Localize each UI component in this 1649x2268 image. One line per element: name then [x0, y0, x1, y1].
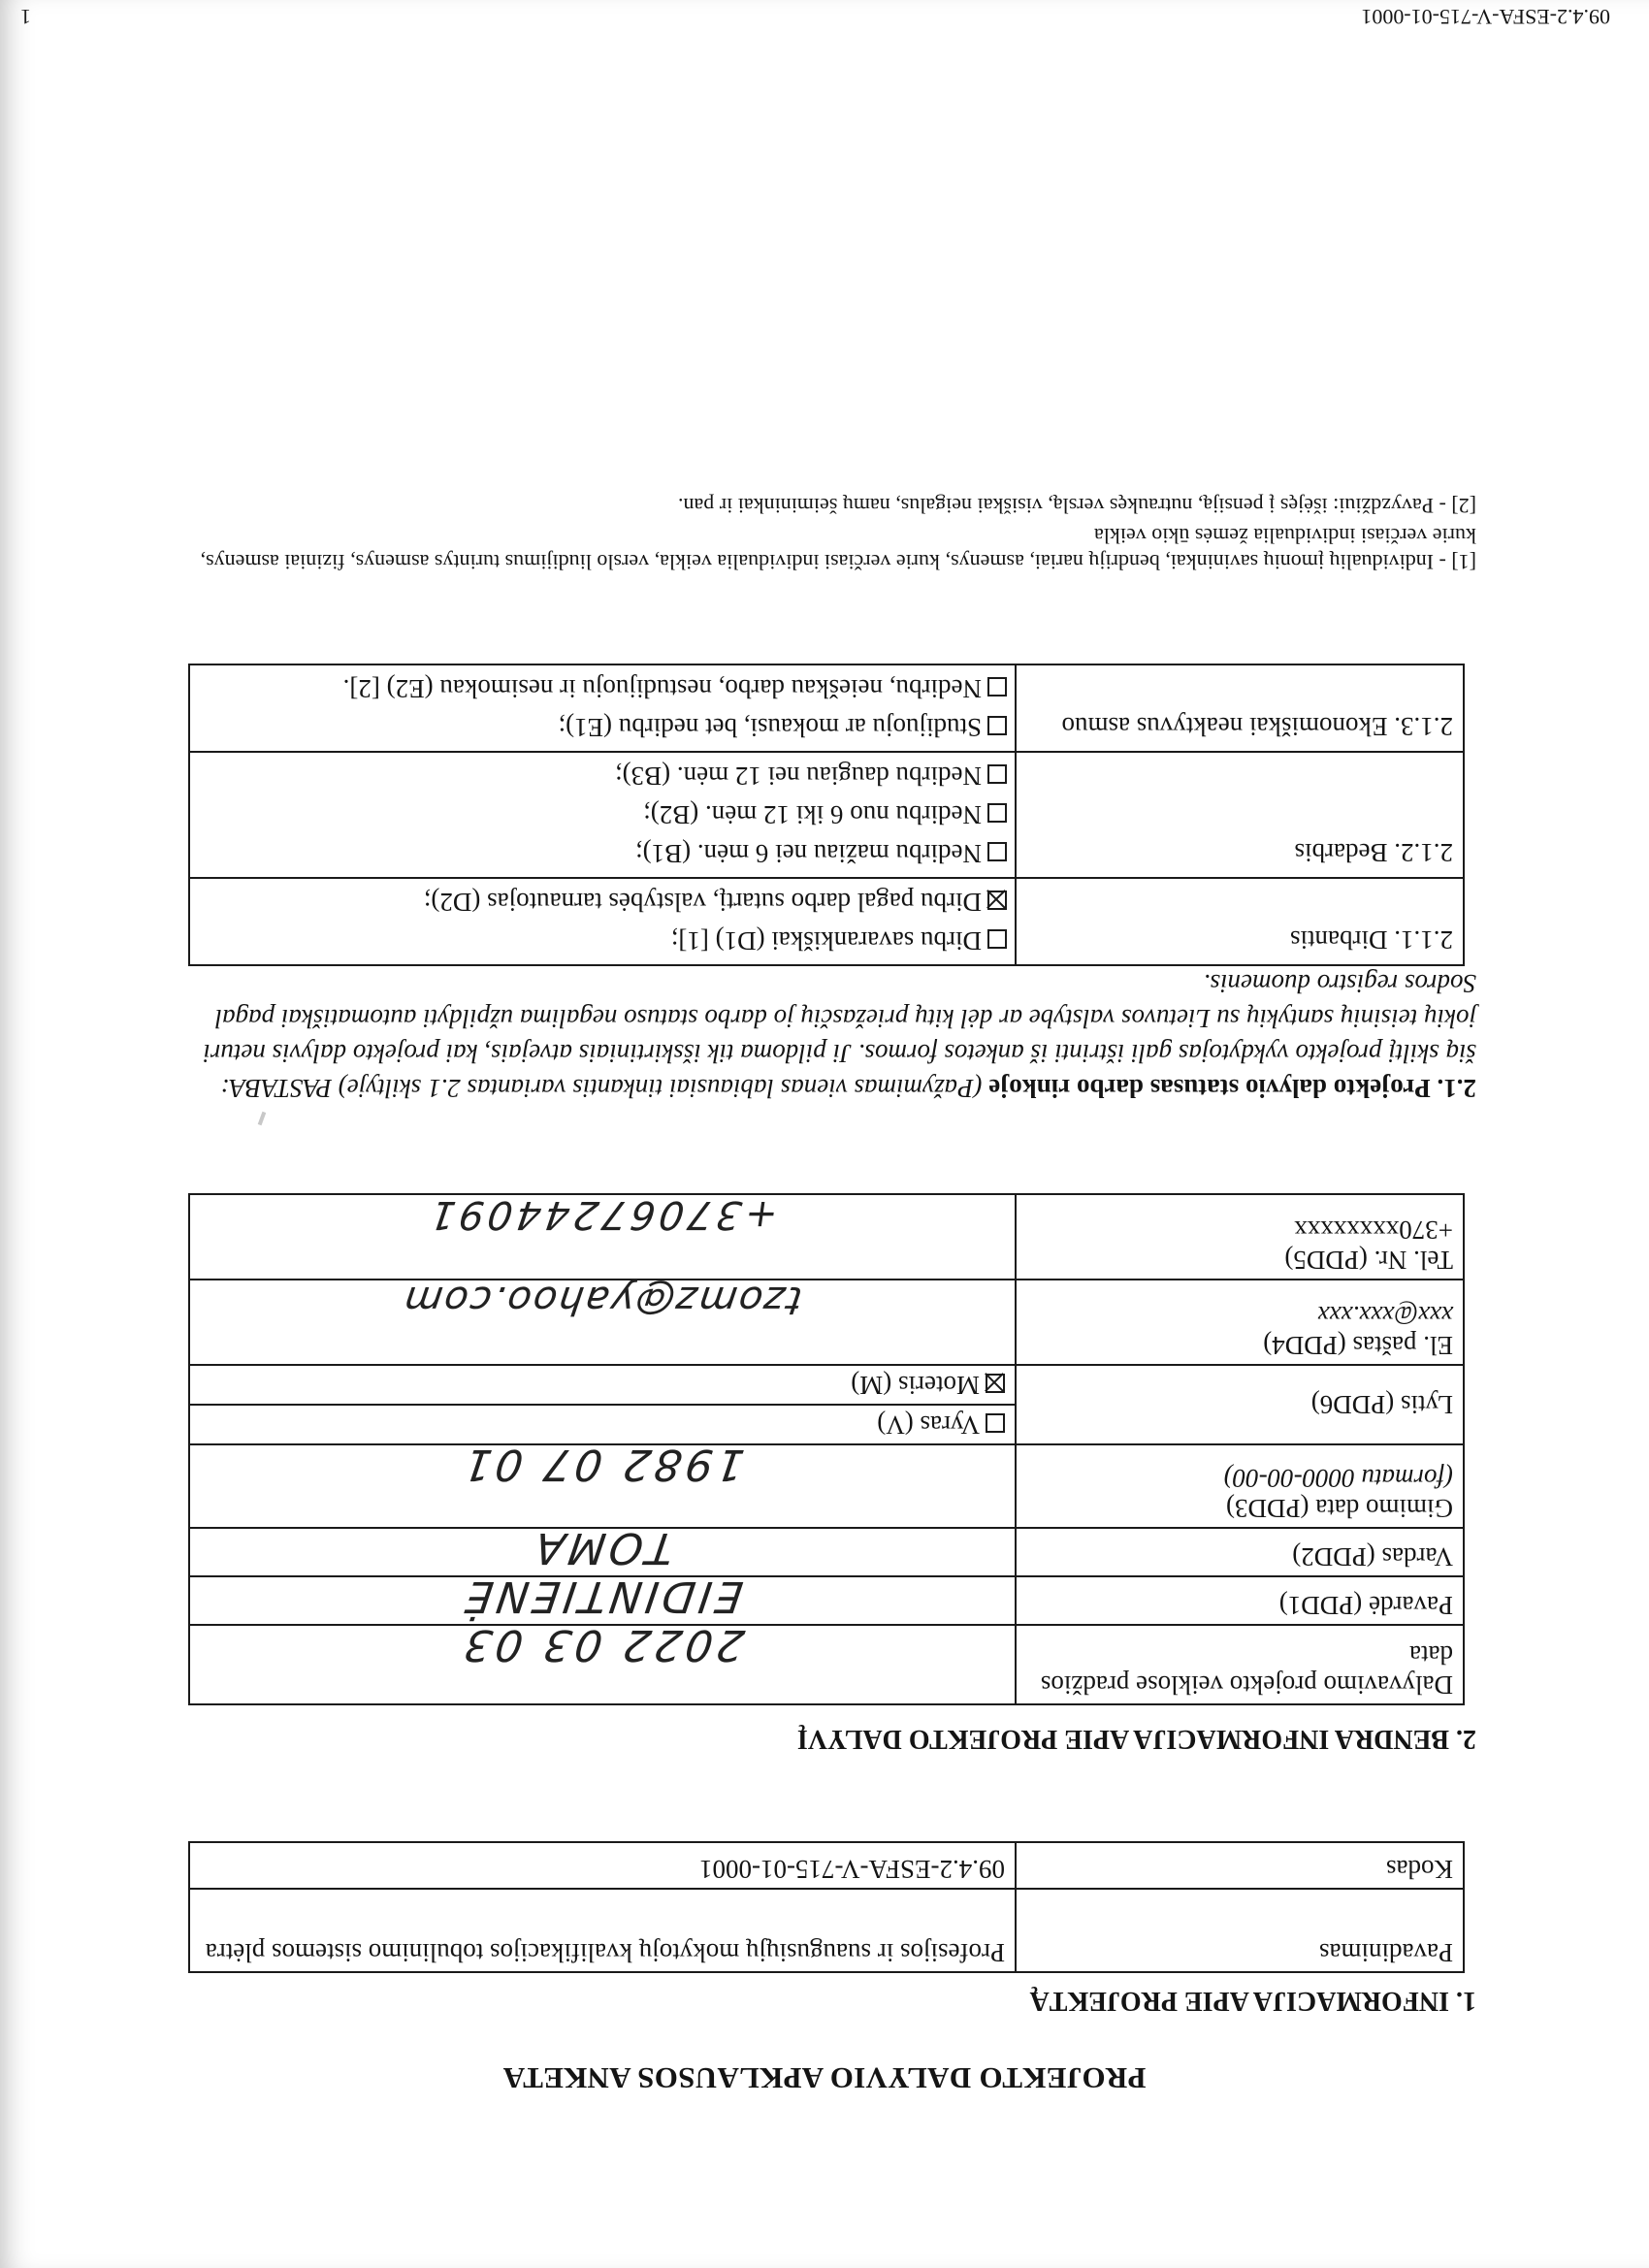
footnote-text: Individualių įmonių savininkai, bendrijų nariai, asmenys, kurie verčiasi individualia veikla, verslo liudijimus turintys asmenys, fiziniai asmenys, kurie verčiasi individualia žemės ūkio veikla: [200, 524, 1476, 574]
birth-date-handwritten: 1982 07 01: [457, 1440, 748, 1489]
birth-date-format-hint: (formatu 0000-00-00): [1223, 1464, 1453, 1493]
phone-field[interactable]: [189, 1194, 1016, 1280]
footnote-mark: [2] -: [1439, 494, 1476, 518]
group-unemployed-label: 2.1.2. Bedarbis: [1016, 752, 1464, 878]
email-label-text: El. paštas (PDD4): [1263, 1331, 1453, 1360]
birth-date-label-text: Gimimo data (PDD3): [1226, 1494, 1453, 1523]
email-field[interactable]: [189, 1280, 1016, 1365]
option-self-employed[interactable]: [198, 922, 1007, 960]
phone-handwritten: +37067244091: [423, 1192, 781, 1237]
option-label: Studijuoju ar mokausi, bet nedirbu (E1);: [558, 713, 982, 742]
option-label: Nedirbu, neieškau darbo, nestudijuoju ir nesimokau (E2) [2].: [342, 674, 982, 703]
project-info-table: [188, 1841, 1465, 1973]
surname-label: Pavardė (PDD1): [1016, 1576, 1464, 1625]
phone-label: [1016, 1194, 1464, 1280]
labour-status-note: (Pažymimas vienas labiausiai tinkantis variantas 2.1 skiltyje) PASTABA: šią skiltį projekto vykdytojas gali ištrinti iš anketos formos. Ji pildoma tik išskirtiniais atvejais, kai projekto dalyvis neturi jokių teisinių santykių su Lietuvos valstybe ar dėl kitų priežasčių jo darbo statuso negalima užpildyti automatiškai pagal Sodros registro duomenis.: [203, 969, 1476, 1103]
checkbox-e2[interactable]: [987, 677, 1007, 697]
option-label: Dirbu pagal darbo sutartį, valstybės tarnautojas (D2);: [423, 888, 982, 917]
phone-label-text: Tel. Nr. (PDD5): [1284, 1246, 1453, 1275]
option-b3[interactable]: [198, 757, 1007, 795]
table-row: [189, 1625, 1464, 1704]
email-handwritten: tzomz@yahoo.com: [399, 1278, 806, 1322]
surname-field[interactable]: [189, 1571, 1016, 1625]
gender-label: Lytis (PDD6): [1016, 1365, 1464, 1444]
labour-status-heading-bold: 2.1. Projekto dalyvio statusas darbo rinkoje: [988, 1074, 1476, 1103]
table-row: [189, 752, 1464, 878]
birth-date-field[interactable]: [189, 1440, 1016, 1528]
option-b2[interactable]: [198, 795, 1007, 834]
option-employment-contract[interactable]: [198, 883, 1007, 922]
table-row: [189, 878, 1464, 965]
email-example: xxx@xxx.xxx: [1317, 1301, 1453, 1330]
name-field[interactable]: [189, 1523, 1016, 1576]
checkbox-female-checked[interactable]: [986, 1374, 1005, 1393]
document-title: PROJEKTO DALYVIO APKLAUSOS ANKETA: [502, 2061, 1147, 2095]
name-handwritten: TOMA: [528, 1523, 677, 1572]
start-date-field[interactable]: [189, 1620, 1016, 1704]
table-row: [189, 1889, 1464, 1972]
labour-status-table: [188, 664, 1465, 966]
project-name-label: Pavadinimas: [1016, 1889, 1464, 1972]
section1-heading: 1. INFORMACIJA APIE PROJEKTĄ: [1029, 1986, 1476, 2016]
section2-heading: 2. BENDRA INFORMACIJA APIE PROJEKTO DALYVĮ: [796, 1724, 1476, 1754]
option-b1[interactable]: [198, 834, 1007, 873]
footnote-mark: [1] -: [1439, 550, 1476, 574]
checkbox-b1[interactable]: [987, 842, 1007, 861]
option-e2[interactable]: [198, 669, 1007, 708]
group-inactive-label: 2.1.3. Ekonomiškai neaktyvus asmuo: [1016, 664, 1464, 752]
footnote-2: [157, 493, 1476, 519]
labour-status-heading: [186, 966, 1476, 1106]
checkbox-d2-checked[interactable]: [987, 891, 1007, 910]
table-row: [189, 1842, 1464, 1889]
gender-option-female[interactable]: [189, 1365, 1016, 1405]
table-row: [189, 1280, 1464, 1365]
checkbox-male[interactable]: [986, 1413, 1005, 1433]
option-label: Nedirbu nuo 6 iki 12 mėn. (B2);: [643, 800, 982, 829]
gender-option-label: Vyras (V): [877, 1410, 980, 1440]
table-row: [189, 664, 1464, 752]
group-unemployed-options: [189, 752, 1016, 878]
project-name-value: Profesijos ir suaugusiųjų mokytojų kvalifikacijos tobulinimo sistemos plėtra: [189, 1889, 1016, 1972]
option-label: Nedirbu daugiau nei 12 mėn. (B3);: [615, 761, 982, 791]
footnote-text: Pavyzdžiui: išėjęs į pensiją, nutraukęs verslą, visiškai neigalus, namų šeimininkai ir pan.: [678, 494, 1435, 518]
option-label: Dirbu savarankiškai (D1) [1];: [670, 926, 982, 956]
start-date-label: Dalyvavimo projekto veiklose pradžios data: [1016, 1625, 1464, 1704]
table-row: [189, 1405, 1464, 1444]
participant-info-table: [188, 1193, 1465, 1705]
email-label: [1016, 1280, 1464, 1365]
project-code-label: Kodas: [1016, 1842, 1464, 1889]
scan-mark: [258, 1112, 267, 1126]
start-date-handwritten: 2022 03 03: [457, 1620, 748, 1669]
birth-date-label: [1016, 1444, 1464, 1528]
table-row: [189, 1576, 1464, 1625]
gender-option-male[interactable]: [189, 1405, 1016, 1444]
gender-option-label: Moteris (M): [851, 1371, 980, 1400]
option-e1[interactable]: [198, 708, 1007, 747]
table-row: [189, 1528, 1464, 1576]
checkbox-b2[interactable]: [987, 803, 1007, 823]
footnotes: [157, 489, 1476, 575]
checkbox-b3[interactable]: [987, 764, 1007, 784]
phone-example: +370xxxxxxxx: [1294, 1215, 1453, 1245]
checkbox-e1[interactable]: [987, 716, 1007, 735]
checkbox-d1[interactable]: [987, 929, 1007, 949]
table-row: [189, 1444, 1464, 1528]
name-label: Vardas (PDD2): [1016, 1528, 1464, 1576]
page-number: 1: [20, 5, 31, 29]
group-employed-options: [189, 878, 1016, 965]
group-inactive-options: [189, 664, 1016, 752]
surname-handwritten: EIDINTIENĖ: [458, 1571, 747, 1621]
option-label: Nedirbu mažiau nei 6 mėn. (B1);: [635, 839, 982, 868]
table-row: [189, 1194, 1464, 1280]
group-employed-label: 2.1.1. Dirbantis: [1016, 878, 1464, 965]
header-code: 09.4.2-ESFA-V-715-01-0001: [1361, 5, 1610, 29]
footnote-1: [157, 523, 1476, 575]
project-code-value: 09.4.2-ESFA-V-715-01-0001: [189, 1842, 1016, 1889]
